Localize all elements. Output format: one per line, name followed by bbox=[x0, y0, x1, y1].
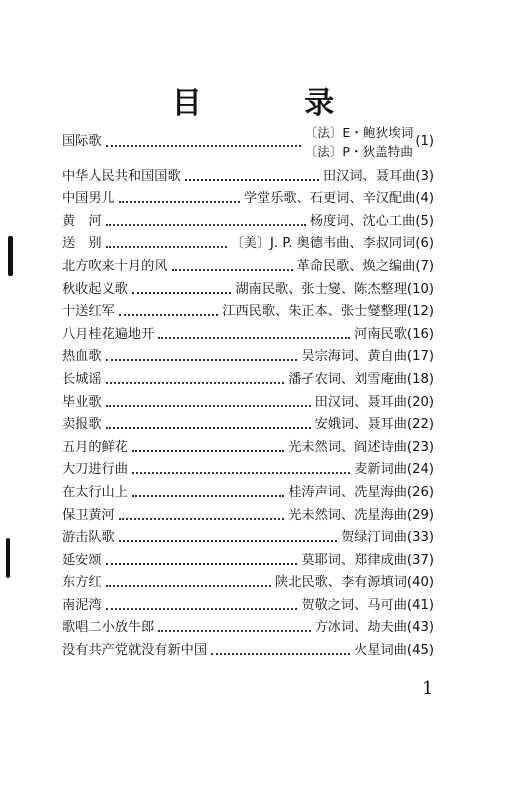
entry-page: (3) bbox=[415, 168, 434, 184]
dot-leader bbox=[106, 608, 298, 610]
entry-page: (6) bbox=[415, 236, 434, 252]
toc-entry[interactable] bbox=[62, 478, 434, 501]
entry-title: 中国男儿 bbox=[62, 191, 115, 207]
toc-entry[interactable] bbox=[62, 546, 434, 569]
entry-page: (10) bbox=[406, 281, 434, 297]
entry-page: (22) bbox=[406, 417, 434, 433]
entry-title: 延安颂 bbox=[62, 552, 102, 568]
toc-entry[interactable] bbox=[62, 614, 434, 637]
entry-credit: 陕北民歌、李有源填词 bbox=[275, 575, 407, 591]
entry-credit: 田汉词、聂耳曲 bbox=[323, 168, 416, 184]
entry-page: (12) bbox=[406, 304, 434, 320]
entry-credit: 〔美〕J. P. 奥德韦曲、李叔同词 bbox=[230, 236, 416, 252]
entry-title: 没有共产党就没有新中国 bbox=[62, 643, 208, 659]
entry-title: 北方吹来十月的风 bbox=[62, 258, 168, 274]
entry-page: (18) bbox=[406, 371, 434, 387]
toc-entry[interactable] bbox=[62, 162, 434, 185]
dot-leader bbox=[158, 630, 310, 632]
entry-page: (1) bbox=[415, 134, 434, 149]
toc-entry[interactable] bbox=[62, 591, 434, 614]
entry-page: (45) bbox=[406, 643, 434, 659]
entry-credit: 麦新词曲 bbox=[354, 462, 407, 478]
dot-leader bbox=[132, 292, 232, 294]
table-of-contents bbox=[62, 122, 434, 659]
toc-entry[interactable] bbox=[62, 275, 434, 298]
entry-credit: 方冰词、劫夫曲 bbox=[314, 620, 407, 636]
entry-title: 八月桂花遍地开 bbox=[62, 326, 155, 342]
toc-entry[interactable] bbox=[62, 524, 434, 547]
page-number: 1 bbox=[422, 678, 434, 699]
dot-leader bbox=[106, 359, 298, 361]
entry-title: 毕业歌 bbox=[62, 394, 102, 410]
entry-credit: 杨度词、沈心工曲 bbox=[309, 213, 416, 229]
entry-credit: 潘孑农词、刘雪庵曲 bbox=[288, 371, 407, 387]
entry-title: 热血歌 bbox=[62, 349, 102, 365]
entry-title: 歌唱二小放牛郎 bbox=[62, 620, 155, 636]
dot-leader bbox=[106, 246, 227, 248]
entry-title: 长城谣 bbox=[62, 371, 102, 387]
entry-credit: 学堂乐歌、石更词、辛汉配曲 bbox=[243, 191, 416, 207]
entry-page: (33) bbox=[406, 530, 434, 546]
toc-entry[interactable] bbox=[62, 230, 434, 253]
entry-title: 在太行山上 bbox=[62, 484, 128, 500]
entry-page: (40) bbox=[406, 575, 434, 591]
entry-page: (41) bbox=[406, 597, 434, 613]
toc-entry[interactable] bbox=[62, 433, 434, 456]
dot-leader bbox=[106, 585, 271, 587]
entry-title: 游击队歌 bbox=[62, 530, 115, 546]
entry-title: 中华人民共和国国歌 bbox=[62, 168, 181, 184]
dot-leader bbox=[106, 427, 311, 429]
entry-page: (29) bbox=[406, 507, 434, 523]
entry-credit: 莫耶词、郑律成曲 bbox=[301, 552, 407, 568]
toc-entry[interactable] bbox=[62, 569, 434, 592]
entry-credit: 安娥词、聂耳曲 bbox=[314, 417, 407, 433]
entry-credit: 吴宗海词、黄自曲 bbox=[301, 349, 407, 365]
dot-leader bbox=[119, 540, 337, 542]
entry-page: (20) bbox=[406, 394, 434, 410]
toc-entry[interactable] bbox=[62, 122, 434, 162]
dot-leader bbox=[106, 405, 311, 407]
entry-page: (17) bbox=[406, 349, 434, 365]
entry-credit: 光未然词、阎述诗曲 bbox=[288, 439, 407, 455]
dot-leader bbox=[158, 337, 350, 339]
entry-credit: 湖南民歌、张士燮、陈杰整理 bbox=[235, 281, 407, 297]
binding-mark bbox=[6, 538, 10, 578]
toc-entry[interactable] bbox=[62, 456, 434, 479]
entry-title: 南泥湾 bbox=[62, 597, 102, 613]
dot-leader bbox=[106, 145, 301, 147]
toc-entry[interactable] bbox=[62, 343, 434, 366]
toc-entry[interactable] bbox=[62, 636, 434, 659]
entry-title: 东方红 bbox=[62, 575, 102, 591]
entry-page: (43) bbox=[406, 620, 434, 636]
entry-credit: 江西民歌、朱正本、张士燮整理 bbox=[222, 304, 407, 320]
dot-leader bbox=[172, 269, 293, 271]
dot-leader bbox=[119, 201, 240, 203]
entry-title: 国际歌 bbox=[62, 134, 102, 149]
dot-leader bbox=[119, 314, 219, 316]
toc-entry[interactable] bbox=[62, 365, 434, 388]
dot-leader bbox=[132, 495, 284, 497]
dot-leader bbox=[106, 382, 285, 384]
entry-title: 卖报歌 bbox=[62, 417, 102, 433]
entry-credit: 光未然词、冼星海曲 bbox=[288, 507, 407, 523]
entry-credit: 田汉词、聂耳曲 bbox=[314, 394, 407, 410]
toc-entry[interactable] bbox=[62, 501, 434, 524]
credit-line: 〔法〕E・鲍狄埃词 bbox=[304, 125, 414, 140]
entry-page: (7) bbox=[415, 258, 434, 274]
dot-leader bbox=[119, 518, 284, 520]
page-title: 目 录 bbox=[171, 86, 381, 121]
toc-entry[interactable] bbox=[62, 252, 434, 275]
entry-title: 保卫黄河 bbox=[62, 507, 115, 523]
toc-entry[interactable] bbox=[62, 411, 434, 434]
entry-credit: 革命民歌、焕之编曲 bbox=[296, 258, 416, 274]
binding-mark bbox=[8, 236, 13, 276]
entry-credit: 桂涛声词、冼星海曲 bbox=[288, 484, 407, 500]
toc-entry[interactable] bbox=[62, 388, 434, 411]
entry-credit: 河南民歌 bbox=[354, 326, 407, 342]
entry-title: 五月的鲜花 bbox=[62, 439, 128, 455]
entry-page: (4) bbox=[415, 191, 434, 207]
entry-page: (26) bbox=[406, 484, 434, 500]
entry-title: 大刀进行曲 bbox=[62, 462, 128, 478]
entry-credit: 火星词曲 bbox=[354, 643, 407, 659]
entry-title: 秋收起义歌 bbox=[62, 281, 128, 297]
dot-leader bbox=[211, 653, 350, 655]
entry-credit: 贺敬之词、马可曲 bbox=[301, 597, 407, 613]
entry-page: (16) bbox=[406, 326, 434, 342]
entry-title: 黄 河 bbox=[62, 213, 102, 229]
toc-entry[interactable] bbox=[62, 207, 434, 230]
credit-line: 〔法〕P・狄盖特曲 bbox=[304, 144, 413, 159]
entry-page: (37) bbox=[406, 552, 434, 568]
entry-page: (5) bbox=[415, 213, 434, 229]
entry-credit: 贺绿汀词曲 bbox=[340, 530, 407, 546]
dot-leader bbox=[132, 472, 350, 474]
entry-page: (24) bbox=[406, 462, 434, 478]
toc-entry[interactable] bbox=[62, 185, 434, 208]
dot-leader bbox=[106, 563, 298, 565]
dot-leader bbox=[132, 450, 284, 452]
toc-entry[interactable] bbox=[62, 320, 434, 343]
entry-page: (23) bbox=[406, 439, 434, 455]
entry-title: 十送红军 bbox=[62, 304, 115, 320]
entry-title: 送 别 bbox=[62, 236, 102, 252]
dot-leader bbox=[185, 179, 319, 181]
toc-entry[interactable] bbox=[62, 298, 434, 321]
entry-credit bbox=[305, 123, 414, 161]
dot-leader bbox=[106, 224, 306, 226]
